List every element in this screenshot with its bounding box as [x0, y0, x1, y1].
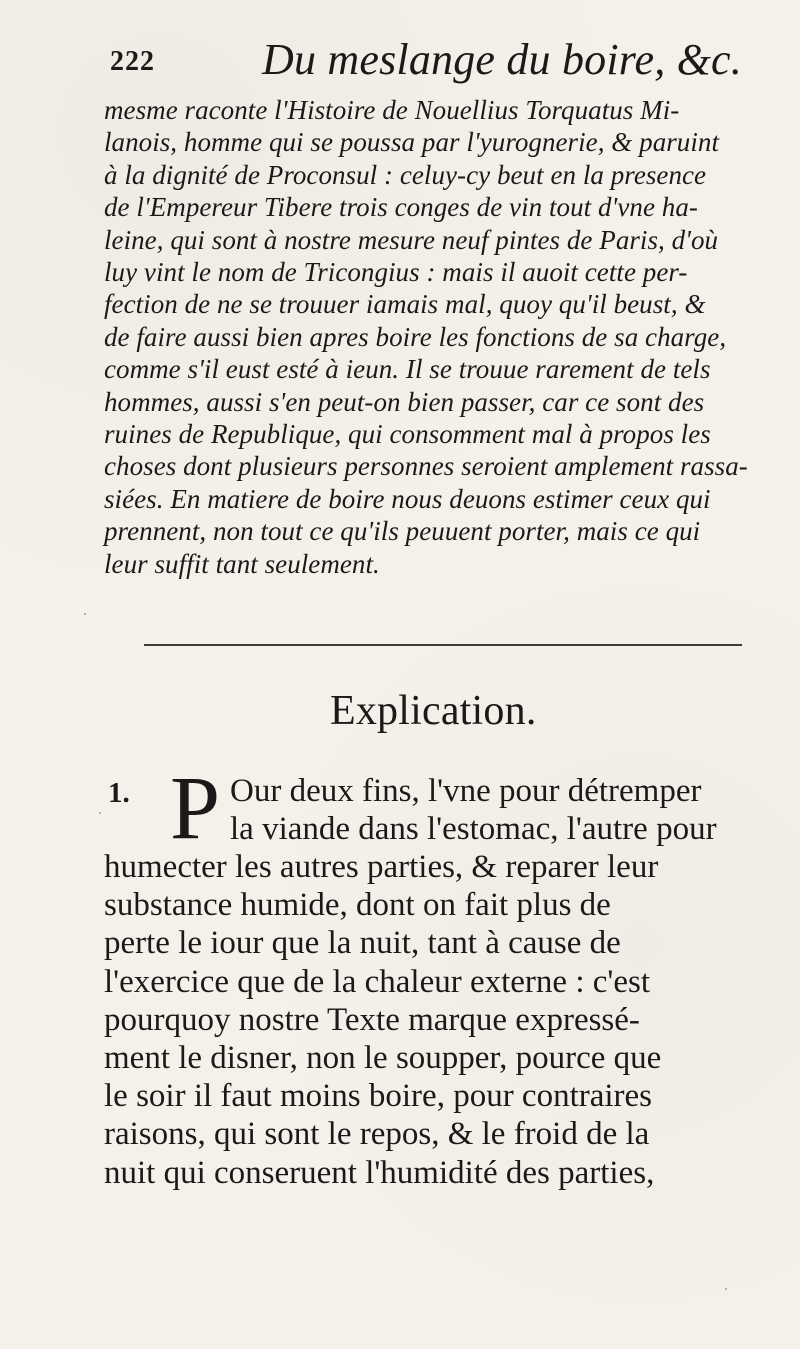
opening-line: Our deux fins, l'vne pour détremper	[230, 773, 702, 809]
section-heading: Explication.	[330, 688, 537, 734]
italic-line: siées. En matiere de boire nous deuons estimer ceux qui	[104, 483, 711, 514]
explanation-line: substance humide, dont on fait plus de	[104, 887, 611, 924]
paragraph-number: 1.	[108, 777, 130, 809]
italic-line: luy vint le nom de Tricongius : mais il auoit cette per-	[104, 257, 688, 288]
running-head: Du meslange du boire, &c.	[262, 35, 742, 84]
second-line: la viande dans l'estomac, l'autre pour	[230, 811, 717, 847]
page-number: 222	[110, 46, 155, 77]
italic-paragraph	[104, 94, 764, 580]
italic-line: comme s'il eust esté à ieun. Il se trouue rarement de tels	[104, 354, 711, 385]
italic-line: hommes, aussi s'en peut-on bien passer, car ce sont des	[104, 386, 705, 417]
explanation-line: pourquoy nostre Texte marque expressé-	[104, 1001, 640, 1038]
page-header	[104, 35, 764, 96]
italic-line: mesme raconte l'Histoire de Nouellius Torquatus Mi-	[104, 95, 680, 125]
italic-line: ruines de Republique, qui consomment mal à propos les	[104, 419, 711, 450]
explanation-line: humecter les autres parties, & reparer leur	[104, 849, 659, 885]
section-divider	[144, 644, 742, 646]
explanation-line: l'exercice que de la chaleur externe : c'est	[104, 963, 650, 1000]
explanation-line: raisons, qui sont le repos, & le froid de la	[104, 1116, 650, 1153]
explanation-line: le soir il faut moins boire, pour contraires	[104, 1078, 653, 1115]
explanation-line: perte le iour que la nuit, tant à cause de	[104, 925, 621, 962]
explanation-line: ment le disner, non le soupper, pource que	[104, 1040, 662, 1077]
ink-speck	[99, 812, 101, 814]
italic-line: de l'Empereur Tibere trois conges de vin tout d'vne ha-	[104, 192, 698, 223]
italic-line: leur suffit tant seulement.	[104, 548, 380, 579]
explanation-paragraph	[104, 759, 784, 1192]
drop-cap-letter: P	[170, 759, 221, 858]
italic-line: à la dignité de Proconsul : celuy-cy beut en la presence	[104, 159, 707, 190]
italic-line: lanois, homme qui se poussa par l'yurognerie, & paruint	[104, 127, 720, 158]
italic-line: de faire aussi bien apres boire les fonctions de sa charge,	[104, 321, 727, 352]
italic-line: choses dont plusieurs personnes seroient amplement rassa-	[104, 451, 748, 482]
italic-line: leine, qui sont à nostre mesure neuf pintes de Paris, d'où	[104, 224, 719, 255]
italic-line: fection de ne se trouuer iamais mal, quoy qu'il beust, &	[104, 289, 706, 320]
ink-speck	[84, 613, 86, 615]
ink-speck	[725, 1288, 727, 1290]
opening-lines	[104, 759, 784, 858]
explanation-line: nuit qui conseruent l'humidité des parties,	[104, 1154, 655, 1191]
italic-line: prennent, non tout ce qu'ils peuuent porter, mais ce qui	[104, 516, 701, 547]
